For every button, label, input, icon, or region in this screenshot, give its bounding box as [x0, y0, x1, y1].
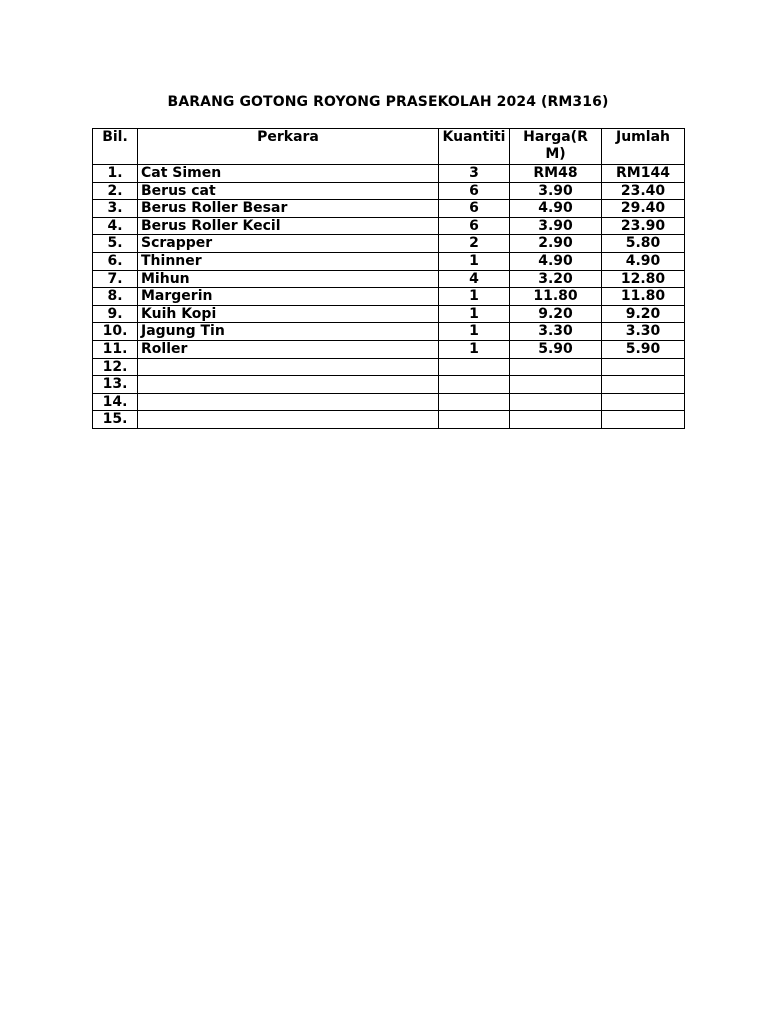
table-row — [93, 288, 685, 306]
cell-harga: 9.20 — [510, 305, 602, 323]
cell-perkara — [138, 376, 439, 394]
cell-jumlah: 5.90 — [602, 340, 685, 358]
table-row — [93, 200, 685, 218]
cell-jumlah: 9.20 — [602, 305, 685, 323]
table-row — [93, 182, 685, 200]
cell-harga — [510, 393, 602, 411]
table-row — [93, 165, 685, 183]
cell-bil: 10. — [93, 323, 138, 341]
table-row — [93, 305, 685, 323]
cell-kuantiti: 6 — [439, 217, 510, 235]
cell-perkara: Jagung Tin — [138, 323, 439, 341]
cell-perkara — [138, 411, 439, 429]
cell-jumlah — [602, 376, 685, 394]
header-bil: Bil. — [93, 129, 138, 165]
cell-jumlah: 11.80 — [602, 288, 685, 306]
cell-bil: 7. — [93, 270, 138, 288]
cell-jumlah: 4.90 — [602, 252, 685, 270]
cell-harga: 11.80 — [510, 288, 602, 306]
cell-kuantiti — [439, 358, 510, 376]
cell-kuantiti: 2 — [439, 235, 510, 253]
cell-bil: 12. — [93, 358, 138, 376]
header-jumlah: Jumlah — [602, 129, 685, 165]
cell-jumlah: 23.90 — [602, 217, 685, 235]
table-row — [93, 323, 685, 341]
table-row — [93, 393, 685, 411]
cell-perkara: Scrapper — [138, 235, 439, 253]
cell-perkara — [138, 358, 439, 376]
cell-perkara: Mihun — [138, 270, 439, 288]
cell-bil: 14. — [93, 393, 138, 411]
cell-jumlah — [602, 358, 685, 376]
cell-harga: 4.90 — [510, 252, 602, 270]
cell-harga — [510, 376, 602, 394]
cell-bil: 2. — [93, 182, 138, 200]
cell-bil: 6. — [93, 252, 138, 270]
cell-harga: RM48 — [510, 165, 602, 183]
cell-kuantiti: 6 — [439, 182, 510, 200]
cell-perkara: Roller — [138, 340, 439, 358]
table-row — [93, 340, 685, 358]
table-row — [93, 252, 685, 270]
table-body — [93, 165, 685, 429]
cell-jumlah: 23.40 — [602, 182, 685, 200]
cell-kuantiti — [439, 393, 510, 411]
cell-jumlah — [602, 411, 685, 429]
cell-perkara: Thinner — [138, 252, 439, 270]
cell-kuantiti — [439, 376, 510, 394]
cell-kuantiti: 1 — [439, 305, 510, 323]
cell-perkara: Berus Roller Besar — [138, 200, 439, 218]
cell-harga: 3.30 — [510, 323, 602, 341]
cell-kuantiti: 6 — [439, 200, 510, 218]
cell-jumlah: 5.80 — [602, 235, 685, 253]
cell-kuantiti: 4 — [439, 270, 510, 288]
table-row — [93, 217, 685, 235]
cell-bil: 3. — [93, 200, 138, 218]
cell-bil: 5. — [93, 235, 138, 253]
cell-bil: 11. — [93, 340, 138, 358]
cell-kuantiti: 1 — [439, 323, 510, 341]
cell-harga: 2.90 — [510, 235, 602, 253]
cell-jumlah: 12.80 — [602, 270, 685, 288]
cell-perkara: Kuih Kopi — [138, 305, 439, 323]
cell-jumlah: RM144 — [602, 165, 685, 183]
table-row — [93, 411, 685, 429]
cell-bil: 15. — [93, 411, 138, 429]
cell-kuantiti: 3 — [439, 165, 510, 183]
cell-harga: 3.90 — [510, 217, 602, 235]
table-row — [93, 376, 685, 394]
cell-harga: 3.20 — [510, 270, 602, 288]
items-table — [92, 128, 685, 429]
cell-kuantiti: 1 — [439, 252, 510, 270]
table-row — [93, 270, 685, 288]
cell-kuantiti: 1 — [439, 340, 510, 358]
table-header-row — [93, 129, 685, 165]
header-kuantiti: Kuantiti — [439, 129, 510, 165]
document-title: BARANG GOTONG ROYONG PRASEKOLAH 2024 (RM316) — [167, 94, 609, 110]
cell-perkara: Margerin — [138, 288, 439, 306]
cell-bil: 1. — [93, 165, 138, 183]
cell-jumlah: 3.30 — [602, 323, 685, 341]
cell-perkara: Cat Simen — [138, 165, 439, 183]
cell-bil: 13. — [93, 376, 138, 394]
cell-bil: 4. — [93, 217, 138, 235]
cell-harga — [510, 358, 602, 376]
cell-harga: 3.90 — [510, 182, 602, 200]
cell-bil: 8. — [93, 288, 138, 306]
header-harga: Harga(RM) — [510, 129, 602, 165]
cell-harga: 5.90 — [510, 340, 602, 358]
cell-perkara: Berus Roller Kecil — [138, 217, 439, 235]
header-perkara: Perkara — [138, 129, 439, 165]
cell-harga — [510, 411, 602, 429]
cell-jumlah: 29.40 — [602, 200, 685, 218]
cell-jumlah — [602, 393, 685, 411]
cell-perkara: Berus cat — [138, 182, 439, 200]
cell-harga: 4.90 — [510, 200, 602, 218]
cell-kuantiti: 1 — [439, 288, 510, 306]
table-row — [93, 235, 685, 253]
table-row — [93, 358, 685, 376]
cell-perkara — [138, 393, 439, 411]
cell-kuantiti — [439, 411, 510, 429]
cell-bil: 9. — [93, 305, 138, 323]
